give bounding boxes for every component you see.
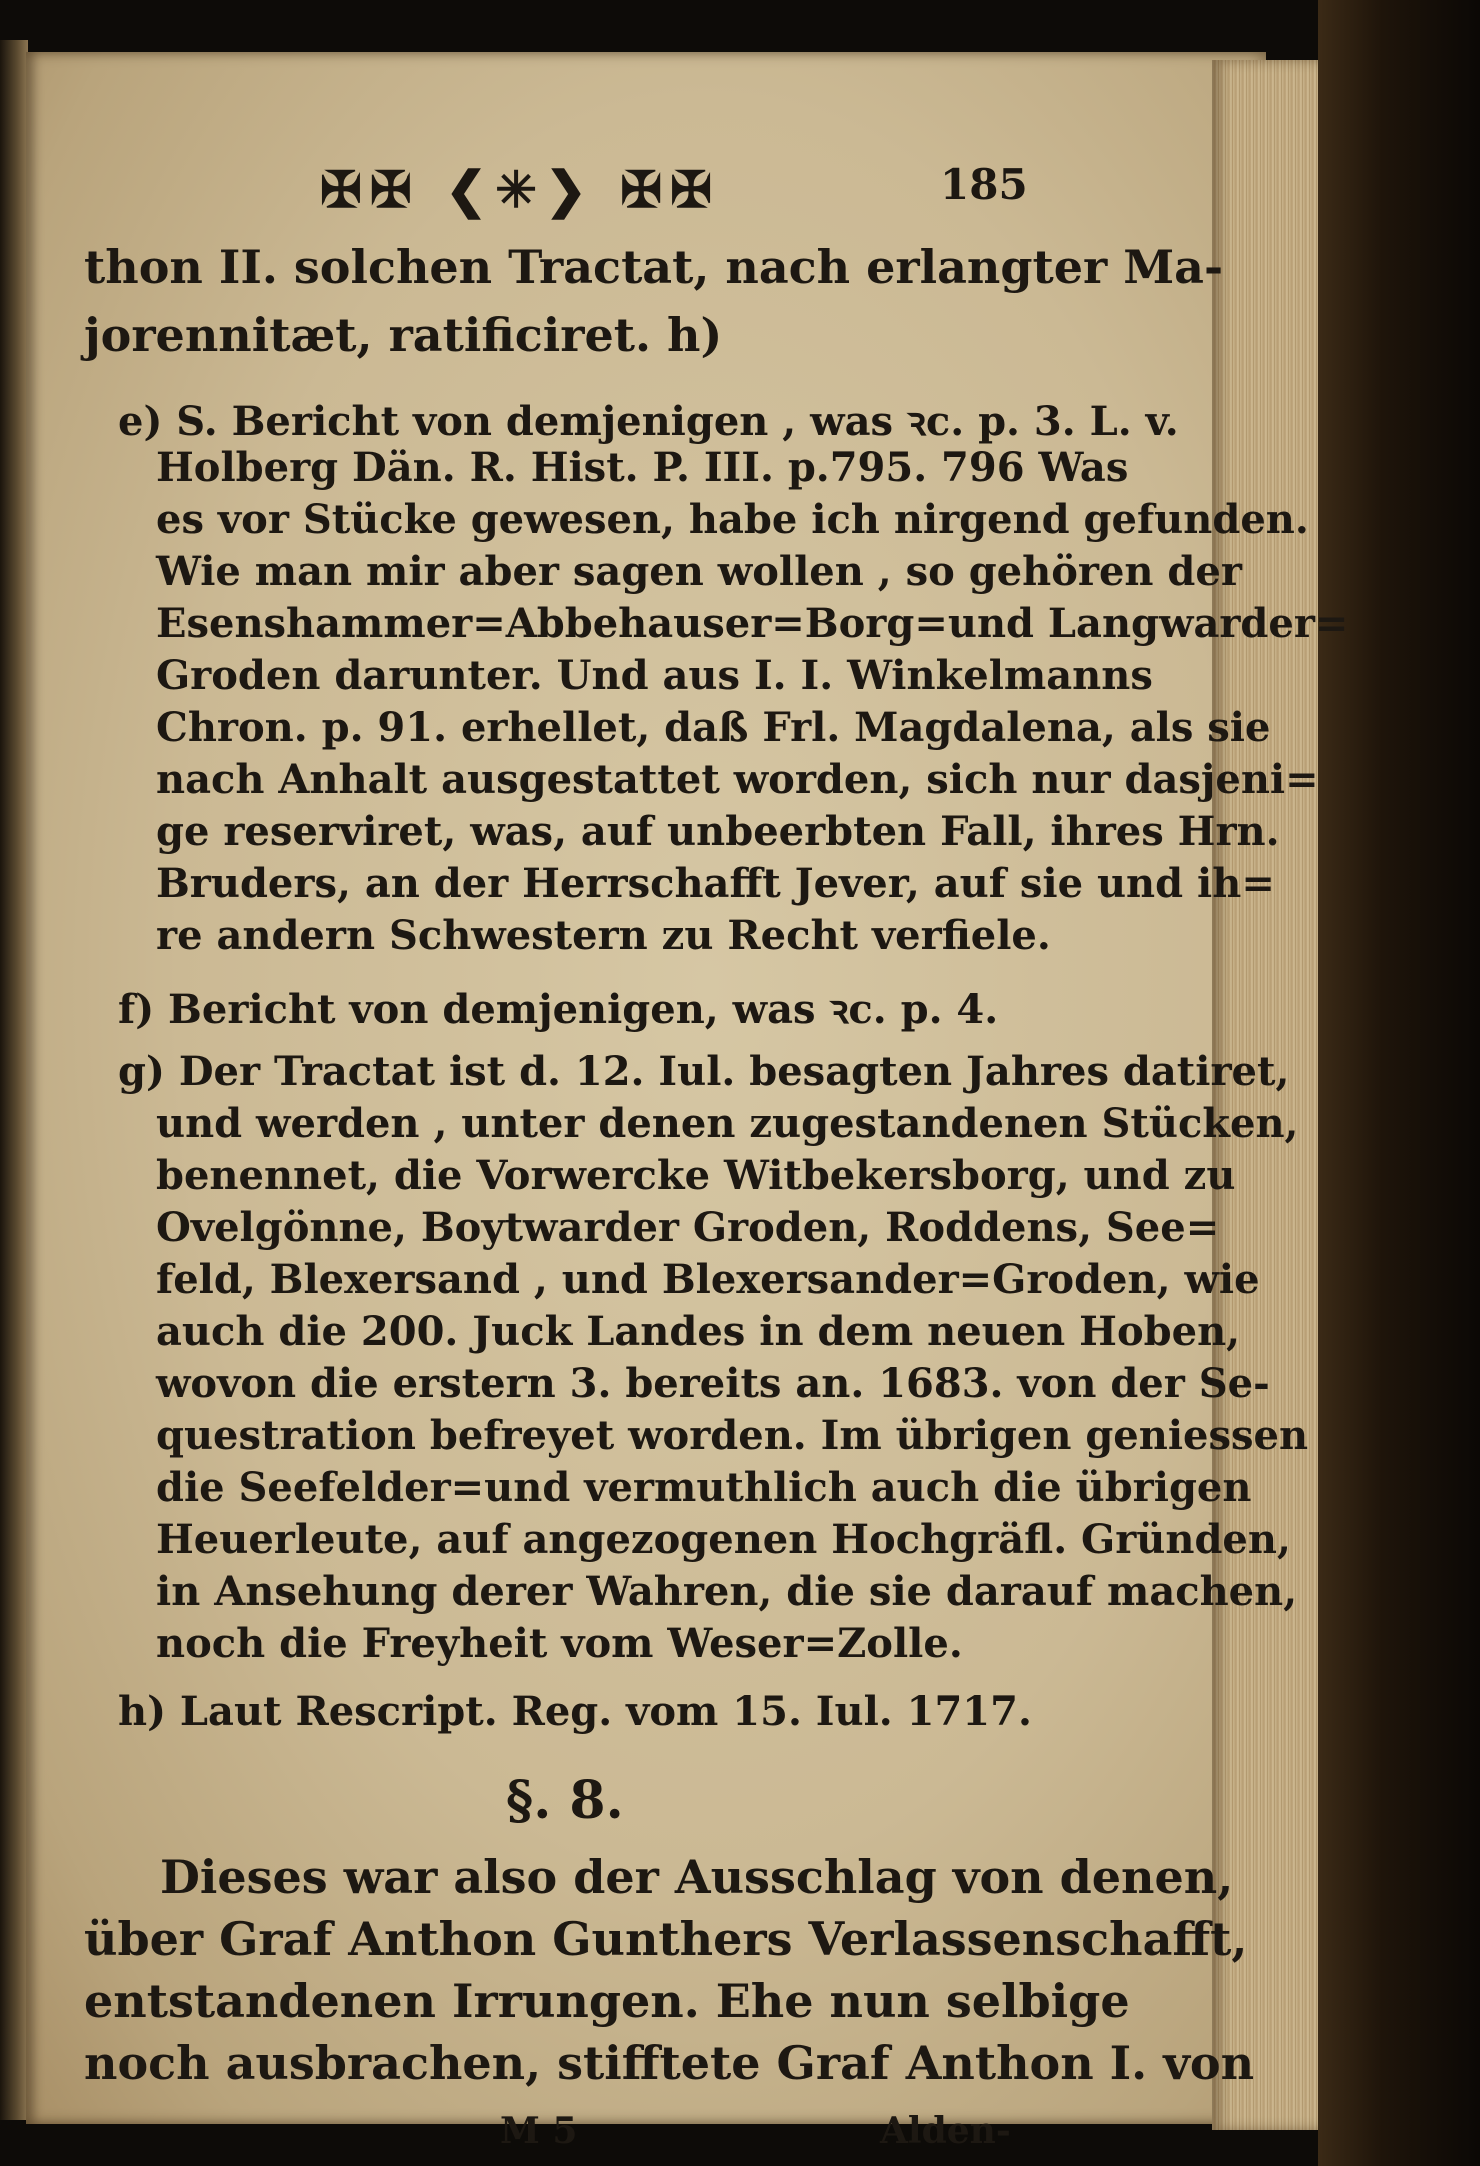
footnote-line: re andern Schwestern zu Recht verfiele. (156, 912, 1051, 959)
footnote-line: f) Bericht von demjenigen, was ꝛc. p. 4. (118, 986, 999, 1033)
footnote-line: und werden , unter denen zugestandenen Stücken, (156, 1100, 1299, 1147)
footnote-line: e) S. Bericht von demjenigen , was ꝛc. p. 3. L. v. (118, 398, 1179, 445)
body-line: noch ausbrachen, stifftete Graf Anthon I. von (84, 2036, 1255, 2090)
footnote-line: Holberg Dän. R. Hist. P. III. p.795. 796 Was (156, 444, 1129, 491)
footnote-line: questration befreyet worden. Im übrigen geniessen (156, 1412, 1309, 1459)
section-heading: §. 8. (506, 1770, 624, 1831)
footnote-line: auch die 200. Juck Landes in dem neuen Hoben, (156, 1308, 1241, 1355)
body-line: Dieses war also der Ausschlag von denen, (160, 1850, 1234, 1904)
footnote-line: nach Anhalt ausgestattet worden, sich nur dasjeni= (156, 756, 1319, 803)
footnote-line: feld, Blexersand , und Blexersander=Groden, wie (156, 1256, 1260, 1303)
footnote-line: in Ansehung derer Wahren, die sie darauf machen, (156, 1568, 1298, 1615)
signature-mark: M 5 (500, 2110, 578, 2152)
footnote-line: Groden darunter. Und aus I. I. Winkelmanns (156, 652, 1153, 699)
footnote-line: Esenshammer=Abbehauser=Borg=und Langwarder= (156, 600, 1349, 647)
catchword: Alden- (880, 2110, 1011, 2152)
body-line: entstandenen Irrungen. Ehe nun selbige (84, 1974, 1130, 2028)
footnote-line: ge reserviret, was, auf unbeerbten Fall, ihres Hrn. (156, 808, 1280, 855)
footnote-line: Heuerleute, auf angezogenen Hochgräfl. Gründen, (156, 1516, 1291, 1563)
footnote-line: noch die Freyheit vom Weser=Zolle. (156, 1620, 963, 1667)
header-ornament: ✠✠ ❮✳❯ ✠✠ (320, 160, 721, 219)
footnote-line: Chron. p. 91. erhellet, daß Frl. Magdalena, als sie (156, 704, 1271, 751)
footnote-line: h) Laut Rescript. Reg. vom 15. Iul. 1717. (118, 1688, 1032, 1735)
footnote-line: Wie man mir aber sagen wollen , so gehören der (156, 548, 1242, 595)
footnote-line: g) Der Tractat ist d. 12. Iul. besagten Jahres datiret, (118, 1048, 1290, 1095)
footnote-line: es vor Stücke gewesen, habe ich nirgend gefunden. (156, 496, 1309, 543)
body-line: jorennitæt, ratificiret. h) (84, 308, 723, 362)
body-line: über Graf Anthon Gunthers Verlassenschafft, (84, 1912, 1248, 1966)
footnote-line: Ovelgönne, Boytwarder Groden, Roddens, See= (156, 1204, 1220, 1251)
footnote-line: die Seefelder=und vermuthlich auch die übrigen (156, 1464, 1252, 1511)
footnote-line: Bruders, an der Herrschafft Jever, auf sie und ih= (156, 860, 1275, 907)
footnote-line: benennet, die Vorwercke Witbekersborg, und zu (156, 1152, 1236, 1199)
footnote-line: wovon die erstern 3. bereits an. 1683. von der Se- (156, 1360, 1270, 1407)
page-number: 185 (940, 160, 1028, 209)
body-line: thon II. solchen Tractat, nach erlangter Ma- (84, 240, 1224, 294)
